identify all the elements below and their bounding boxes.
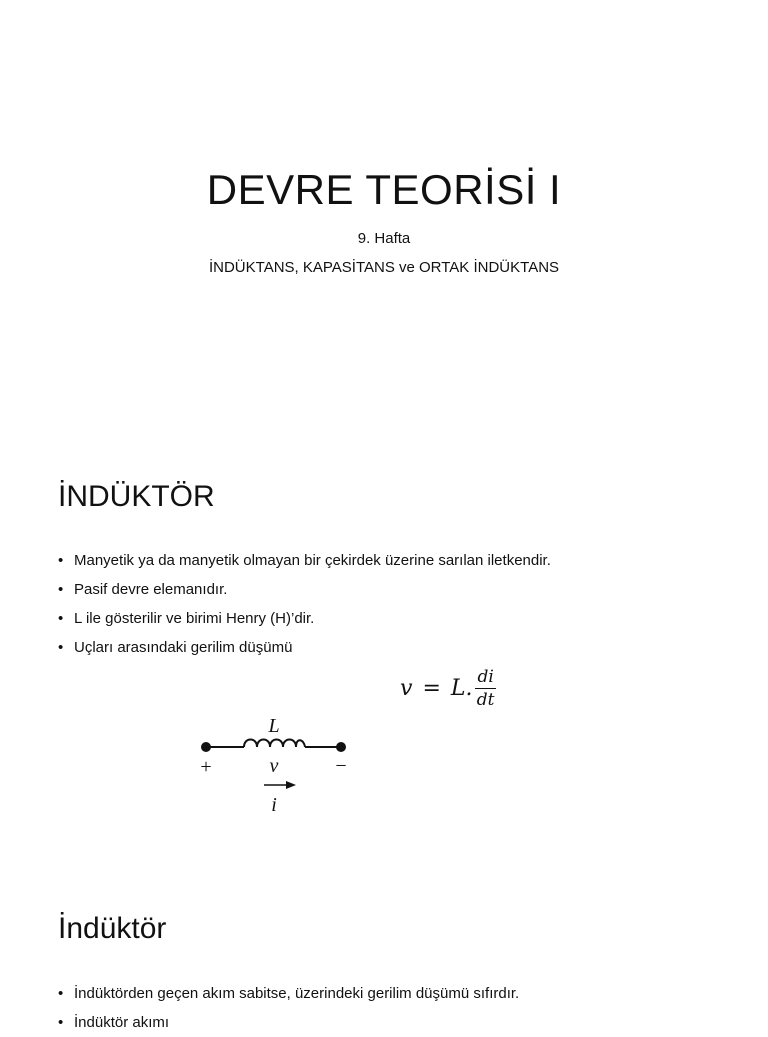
bullet-list bbox=[58, 979, 519, 1037]
bullet-item: • İndüktör akımı bbox=[58, 1008, 519, 1037]
bullet-item: • Pasif devre elemanıdır. bbox=[58, 575, 551, 604]
bullet-list bbox=[58, 546, 551, 662]
inductor-voltage-formula bbox=[400, 668, 496, 709]
formula-lhs: v bbox=[400, 676, 413, 701]
minus-sign: − bbox=[335, 755, 347, 777]
formula-numerator: di bbox=[477, 667, 494, 687]
inductor-slide-2 bbox=[0, 880, 768, 1031]
voltage-label: v bbox=[269, 755, 279, 777]
bullet-item: • L ile gösterilir ve birimi Henry (H)’dir. bbox=[58, 604, 551, 633]
inductor-coil-icon bbox=[244, 740, 305, 748]
formula-denominator: dt bbox=[476, 690, 495, 710]
bullet-item: • İndüktörden geçen akım sabitse, üzerindeki gerilim düşümü sıfırdır. bbox=[58, 979, 519, 1008]
current-label: i bbox=[271, 794, 277, 816]
topic-subtitle: İNDÜKTANS, KAPASİTANS ve ORTAK İNDÜKTANS bbox=[208, 259, 560, 276]
formula-equals: = bbox=[422, 676, 441, 701]
inductor-label: L bbox=[268, 715, 280, 737]
slide-heading: İndüktör bbox=[58, 912, 167, 945]
formula-fraction bbox=[475, 668, 495, 709]
inductor-circuit-diagram bbox=[194, 710, 364, 822]
terminal-right bbox=[336, 742, 346, 752]
week-subtitle: 9. Hafta bbox=[357, 230, 411, 247]
formula-coefficient: L. bbox=[450, 676, 473, 701]
bullet-item: • Manyetik ya da manyetik olmayan bir çekirdek üzerine sarılan iletkendir. bbox=[58, 546, 551, 575]
course-title: DEVRE TEORİSİ I bbox=[206, 166, 562, 213]
slide-heading: İNDÜKTÖR bbox=[58, 480, 215, 513]
plus-sign: + bbox=[200, 756, 212, 778]
bullet-item: • Uçları arasındaki gerilim düşümü bbox=[58, 633, 551, 662]
current-arrow-icon bbox=[286, 781, 296, 789]
title-slide bbox=[0, 0, 768, 440]
inductor-slide bbox=[0, 440, 768, 880]
